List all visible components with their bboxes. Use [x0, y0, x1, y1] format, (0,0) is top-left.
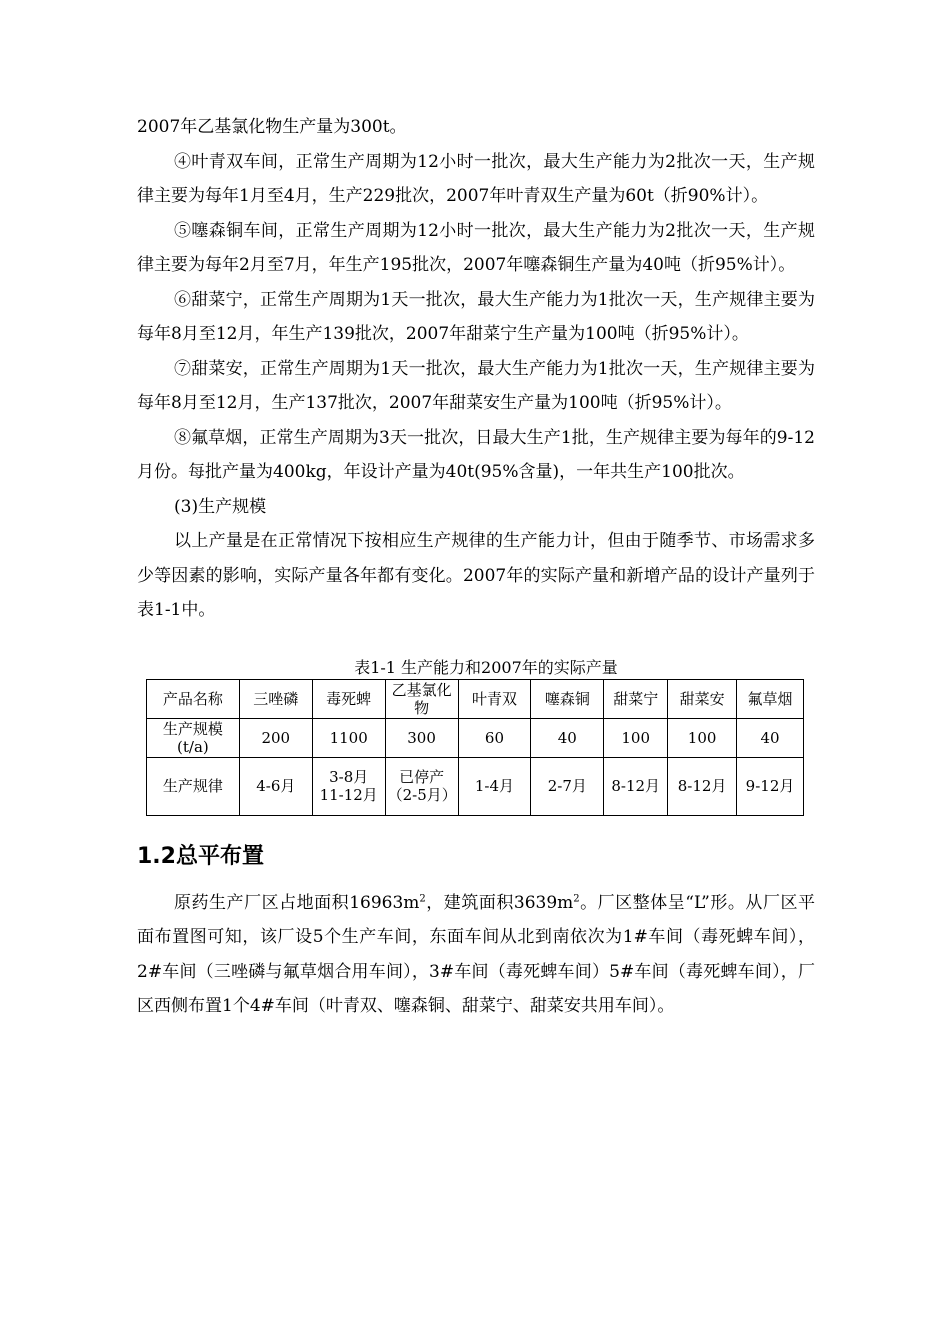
paragraph-fucaoyan: ⑧氟草烟，正常生产周期为3天一批次，日最大生产1批，生产规律主要为每年的9-12月份。每批产量为400kg，年设计产量为40t(95%含量)，一年共生产100批次。	[137, 427, 815, 482]
table-cell: 100	[668, 718, 737, 757]
table-cell: 氟草烟	[737, 679, 804, 718]
table-row	[147, 718, 804, 757]
paragraph-saisentong: ⑤噻森铜车间，正常生产周期为12小时一批次，最大生产能力为2批次一天，生产规律主要为每年2月至7月，年生产195批次，2007年噻森铜生产量为40吨（折95%计）。	[137, 220, 815, 275]
table-row	[147, 757, 804, 815]
paragraph-yeqingshuang: ④叶青双车间，正常生产周期为12小时一批次，最大生产能力为2批次一天，生产规律主要为每年1月至4月，生产229批次，2007年叶青双生产量为60t（折90%计）。	[137, 151, 815, 206]
table-caption: 表1-1 生产能力和2007年的实际产量	[354, 657, 618, 677]
superscript: 2	[419, 892, 426, 904]
superscript: 2	[573, 892, 580, 904]
table-cell: 40	[737, 718, 804, 757]
table-cell: 100	[604, 718, 668, 757]
table-cell: 甜菜安	[668, 679, 737, 718]
table-cell: 9-12月	[737, 757, 804, 815]
paragraph-production-scale: 以上产量是在正常情况下按相应生产规律的生产能力计，但由于随季节、市场需求多少等因素的影响，实际产量各年都有变化。2007年的实际产量和新增产品的设计产量列于表1-1中。	[137, 531, 815, 620]
table-cell: 40	[531, 718, 604, 757]
table-cell: 毒死蜱	[312, 679, 385, 718]
paragraph-layout-text-c: 。厂区整体呈“L”形。从厂区平面布置图可知，该厂设5个生产车间，东面车间从北到南依次为1#车间（毒死蜱车间），2#车间（三唑磷与氟草烟合用车间），3#车间（毒死蜱车间）5#车间（毒死蜱车间），厂区西侧布置1个4#车间（叶青双、噻森铜、甜菜宁、甜菜安共用车间）。	[137, 892, 815, 1016]
table-cell: 1100	[312, 718, 385, 757]
paragraph-layout-text-a: 原药生产厂区占地面积16963m	[174, 892, 420, 913]
table-cell: 叶青双	[458, 679, 531, 718]
table-cell: 生产规律	[147, 757, 240, 815]
table-cell: 三唑磷	[239, 679, 312, 718]
subheading-production-scale: (3)生产规模	[174, 496, 267, 517]
table-cell: 2-7月	[531, 757, 604, 815]
paragraph-1: 2007年乙基氯化物生产量为300t。	[137, 117, 407, 137]
table-cell: 已停产（2-5月）	[385, 757, 458, 815]
document-page	[137, 110, 815, 1024]
paragraph-tiancaining: ⑥甜菜宁，正常生产周期为1天一批次，最大生产能力为1批次一天，生产规律主要为每年8月至12月，年生产139批次，2007年甜菜宁生产量为100吨（折95%计）。	[137, 289, 815, 344]
paragraph-layout-text-b: ，建筑面积3639m	[425, 892, 574, 913]
table-header-row	[147, 679, 804, 718]
table-cell: 8-12月	[604, 757, 668, 815]
table-cell: 3-8月 11-12月	[312, 757, 385, 815]
table-cell: 1-4月	[458, 757, 531, 815]
table-cell: 噻森铜	[531, 679, 604, 718]
table-cell: 生产规模(t/a)	[147, 718, 240, 757]
table-cell: 乙基氯化物	[385, 679, 458, 718]
table-cell: 4-6月	[239, 757, 312, 815]
table-cell: 60	[458, 718, 531, 757]
production-table	[146, 679, 804, 816]
section-heading: 1.2总平布置	[137, 843, 264, 869]
table-cell: 甜菜宁	[604, 679, 668, 718]
table-cell: 200	[239, 718, 312, 757]
table-cell: 300	[385, 718, 458, 757]
paragraph-tiancaian: ⑦甜菜安，正常生产周期为1天一批次，最大生产能力为1批次一天，生产规律主要为每年8月至12月，生产137批次，2007年甜菜安生产量为100吨（折95%计）。	[137, 358, 815, 413]
paragraph-layout	[137, 886, 815, 1024]
table-cell: 产品名称	[147, 679, 240, 718]
table-cell: 8-12月	[668, 757, 737, 815]
